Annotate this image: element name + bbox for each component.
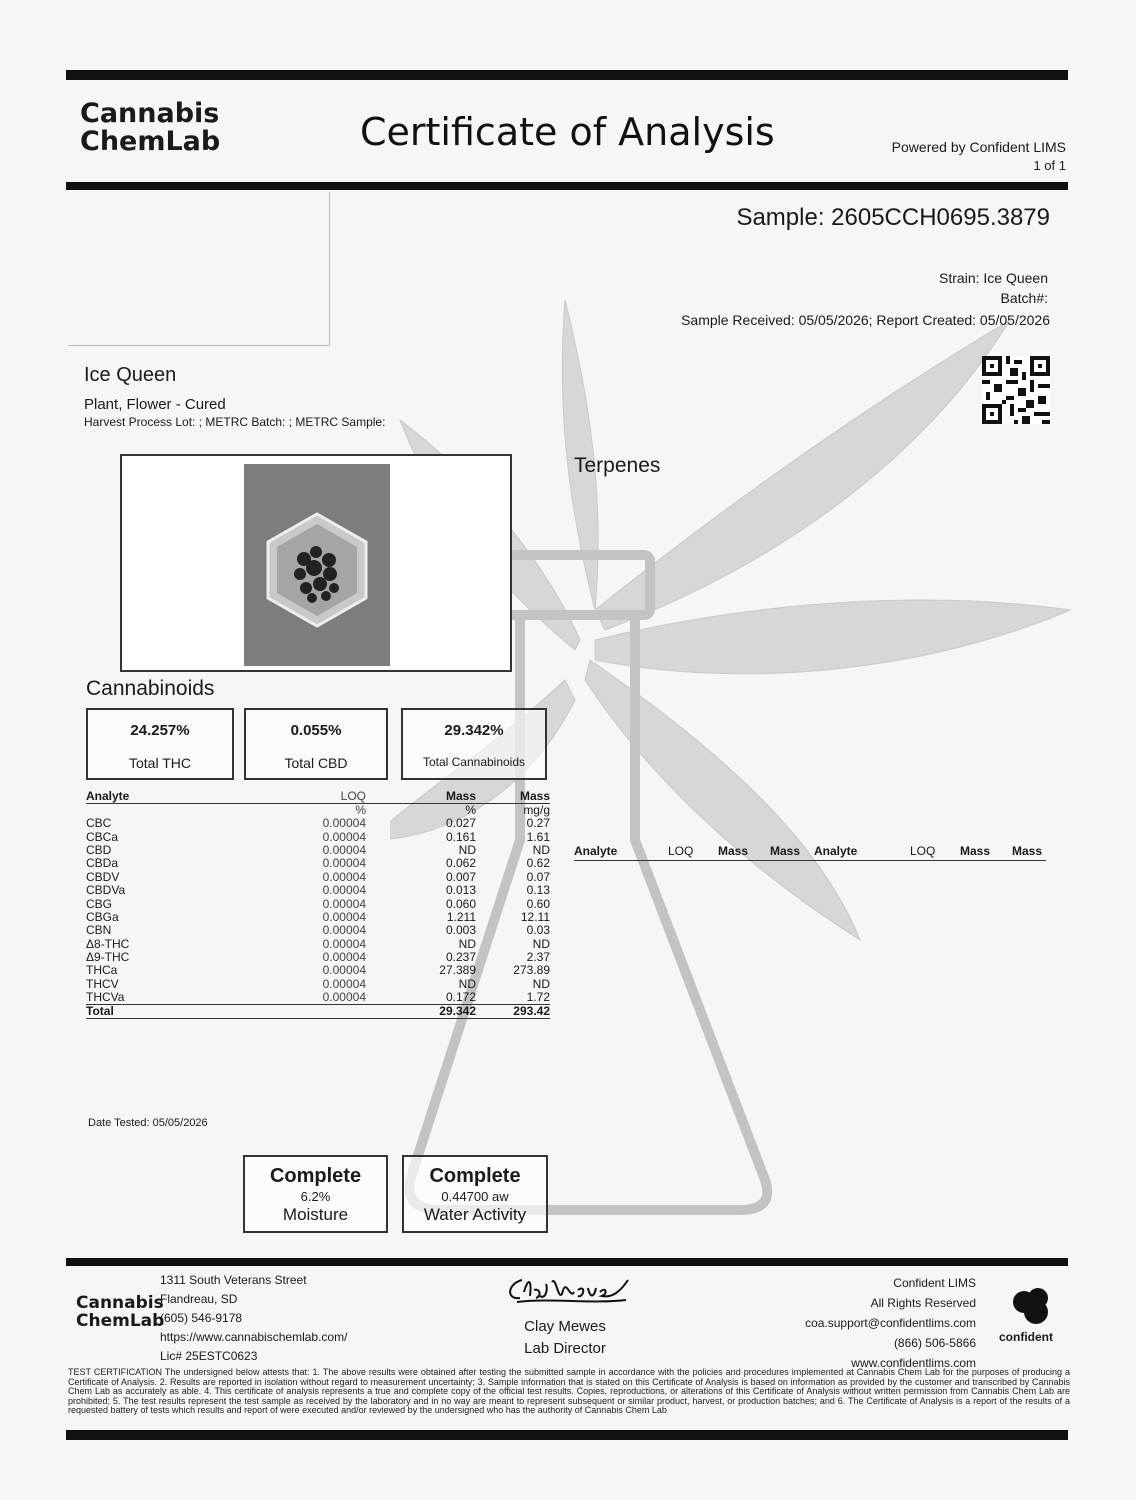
lims-site[interactable]: www.confidentlims.com (851, 1356, 976, 1370)
cann-loq: 0.00004 (322, 829, 366, 844)
lab-phone: (605) 546-9178 (160, 1311, 243, 1325)
table-row (86, 911, 550, 924)
cannabinoids-title: Cannabinoids (86, 677, 215, 700)
footer-logo-line2: ChemLab (76, 1310, 165, 1331)
cann-loq: 0.00004 (322, 950, 366, 965)
cann-analyte: Total (86, 1005, 226, 1019)
lab-website[interactable]: https://www.cannabischemlab.com/ (160, 1330, 348, 1344)
header-blank-box (68, 192, 330, 346)
cann-loq: 0.00004 (322, 963, 366, 978)
cann-col-loq: LOQ (226, 790, 386, 804)
cann-mass-mg: 273.89 (513, 963, 550, 978)
total-cannabinoids-label: Total Cannabinoids (422, 755, 526, 769)
cann-mass-mg: 0.13 (526, 883, 550, 898)
bottom-rule (66, 1430, 1068, 1440)
table-row (86, 991, 550, 1005)
cann-mass-mg: ND (532, 976, 550, 991)
cann-mass-mg: ND (532, 936, 550, 951)
terp-col-analyte2: Analyte (814, 844, 858, 858)
strain: Strain: Ice Queen (939, 270, 1048, 286)
lab-license: Lic# 25ESTC0623 (160, 1349, 258, 1363)
total-cannabinoids-box (401, 708, 547, 780)
cann-mass-mg: 293.42 (476, 1005, 550, 1019)
cann-mass-pct: 0.003 (445, 923, 476, 938)
cann-mass-pct: 0.060 (445, 896, 476, 911)
water-activity-box (402, 1155, 548, 1233)
product-photo (244, 464, 390, 666)
moisture-value: 6.2% (300, 1189, 331, 1204)
moisture-label: Moisture (282, 1205, 349, 1224)
lab-address1: 1311 South Veterans Street (160, 1273, 307, 1287)
table-row (86, 897, 550, 910)
lims-contact (740, 1273, 976, 1373)
cann-col-analyte: Analyte (86, 790, 226, 804)
cann-body (86, 817, 550, 1019)
cannabinoids-table (86, 790, 550, 1019)
header-logo (80, 100, 220, 157)
cann-mass-mg: ND (532, 842, 550, 857)
total-thc-box (86, 708, 234, 780)
cann-mass-mg: 2.37 (526, 950, 550, 965)
cann-mass-pct: 29.342 (386, 1005, 476, 1019)
cann-mass-mg: 1.61 (526, 829, 550, 844)
date-tested: Date Tested: 05/05/2026 (88, 1117, 208, 1129)
product-type: Plant, Flower - Cured (84, 396, 226, 413)
cann-unit-pct: % (465, 803, 476, 817)
table-row (86, 884, 550, 897)
cann-header-row (86, 790, 550, 804)
signer-title: Lab Director (524, 1340, 606, 1357)
table-row (86, 844, 550, 857)
cann-loq: 0.00004 (322, 896, 366, 911)
cann-loq: 0.00004 (322, 909, 366, 924)
cann-loq: 0.00004 (322, 883, 366, 898)
table-row (86, 924, 550, 937)
total-thc-value: 24.257% (130, 722, 190, 739)
terpenes-table-header (574, 844, 1046, 861)
cann-mass-pct: 0.161 (445, 829, 476, 844)
footer-logo-line1: Cannabis (76, 1293, 164, 1313)
cann-mass-pct: 0.062 (445, 856, 476, 871)
cann-analyte: Δ8-THC (86, 936, 130, 951)
confident-logo-text: confident (999, 1330, 1053, 1344)
lims-rights: All Rights Reserved (870, 1296, 976, 1310)
cann-col-mass-mg: Mass (476, 790, 550, 804)
cann-analyte: CBDVa (86, 883, 126, 898)
terp-col-loq2: LOQ (910, 844, 936, 858)
cann-loq: 0.00004 (322, 842, 366, 857)
cann-loq (226, 1005, 386, 1019)
cann-mass-pct: 0.172 (445, 990, 476, 1005)
powered-by: Powered by Confident LIMS (891, 139, 1066, 155)
table-row (86, 978, 550, 991)
signer-name: Clay Mewes (524, 1318, 606, 1335)
moisture-status: Complete (269, 1165, 362, 1187)
cann-analyte: CBN (86, 923, 112, 938)
cann-loq: 0.00004 (322, 869, 366, 884)
cann-mass-pct: 0.237 (445, 950, 476, 965)
lims-name: Confident LIMS (893, 1276, 976, 1290)
lab-address2: Flandreau, SD (160, 1292, 238, 1306)
footer-rule (66, 1258, 1068, 1266)
table-row (86, 871, 550, 884)
terp-col-mass3: Mass (960, 844, 991, 858)
table-row (86, 964, 550, 977)
cann-mass-pct: 1.211 (446, 909, 476, 924)
cann-unit-mg: mg/g (523, 803, 550, 817)
cann-loq: 0.00004 (322, 976, 366, 991)
product-name: Ice Queen (84, 364, 177, 386)
total-cbd-label: Total CBD (284, 755, 348, 771)
cann-mass-mg: 0.60 (526, 896, 550, 911)
table-row (86, 830, 550, 843)
cann-mass-mg: 12.11 (520, 909, 550, 924)
total-cbd-box (244, 708, 388, 780)
cann-units-row (86, 804, 550, 818)
table-row (86, 817, 550, 830)
cann-mass-mg: 0.03 (526, 923, 550, 938)
page-number: 1 of 1 (1033, 158, 1066, 173)
table-row (86, 938, 550, 951)
cann-analyte: THCVa (86, 990, 125, 1005)
sample-dates: Sample Received: 05/05/2026; Report Created: 05/05/2026 (681, 312, 1050, 328)
terp-col-analyte: Analyte (574, 844, 618, 858)
batch: Batch#: (1000, 290, 1048, 306)
cann-loq: 0.00004 (322, 816, 366, 831)
sample-id: Sample: 2605CCH0695.3879 (736, 204, 1050, 231)
terp-col-loq: LOQ (668, 844, 694, 858)
total-cannabinoids-value: 29.342% (444, 722, 504, 739)
cann-total-row (86, 1005, 550, 1019)
footer-logo (76, 1295, 164, 1331)
signature-image (502, 1270, 632, 1310)
cann-analyte: CBG (86, 896, 113, 911)
cann-unit-loq: % (355, 803, 366, 817)
cann-mass-pct: ND (458, 842, 476, 857)
cann-analyte: CBD (86, 842, 112, 857)
cann-mass-mg: 0.27 (526, 816, 550, 831)
cann-mass-pct: 27.389 (439, 963, 476, 978)
cann-loq: 0.00004 (322, 990, 366, 1005)
qr-code[interactable] (982, 356, 1050, 424)
cann-analyte: CBDV (86, 869, 120, 884)
cann-mass-pct: ND (458, 936, 476, 951)
table-row (86, 951, 550, 964)
cann-loq: 0.00004 (322, 923, 366, 938)
header-logo-line2: ChemLab (80, 126, 221, 158)
cann-unit-analyte (86, 804, 226, 818)
product-lots: Harvest Process Lot: ; METRC Batch: ; METRC Sample: (84, 415, 386, 429)
header-logo-line1: Cannabis (80, 98, 220, 129)
terp-col-mass2: Mass (770, 844, 801, 858)
lims-phone: (866) 506-5866 (893, 1336, 976, 1350)
cann-loq: 0.00004 (322, 856, 366, 871)
lab-contact (160, 1271, 347, 1366)
total-thc-label: Total THC (129, 755, 191, 771)
cann-analyte: Δ9-THC (86, 950, 130, 965)
cann-col-mass-pct: Mass (386, 790, 476, 804)
page-title: Certificate of Analysis (360, 110, 775, 154)
cann-mass-pct: ND (458, 976, 476, 991)
product-photo-frame (120, 454, 512, 672)
cann-mass-mg: 1.72 (526, 990, 550, 1005)
cann-loq: 0.00004 (322, 936, 366, 951)
cann-mass-pct: 0.027 (445, 816, 476, 831)
confident-logo-icon (1010, 1286, 1054, 1326)
water-activity-value: 0.44700 aw (441, 1189, 509, 1204)
cann-analyte: CBGa (86, 909, 119, 924)
terp-col-mass: Mass (718, 844, 749, 858)
cann-analyte: CBDa (86, 856, 119, 871)
lims-email[interactable]: coa.support@confidentlims.com (805, 1316, 976, 1330)
cann-mass-mg: 0.62 (526, 856, 550, 871)
cann-analyte: CBCa (86, 829, 119, 844)
cann-mass-mg: 0.07 (526, 869, 550, 884)
total-cbd-value: 0.055% (290, 722, 342, 739)
water-activity-label: Water Activity (423, 1205, 527, 1224)
cann-analyte: THCa (86, 963, 118, 978)
cann-analyte: CBC (86, 816, 112, 831)
header-rule (66, 182, 1068, 190)
moisture-box (243, 1155, 388, 1233)
table-row (86, 857, 550, 870)
water-activity-status: Complete (429, 1165, 521, 1187)
cann-mass-pct: 0.013 (445, 883, 476, 898)
terp-col-mass4: Mass (1012, 844, 1043, 858)
cann-mass-pct: 0.007 (445, 869, 476, 884)
test-certification: TEST CERTIFICATION The undersigned below attests that: 1. The above results were obtained after testing the submitted sample in accordance with the policies and procedures implemented at Cannabis Chem Lab for the purposes of producing a Certificate of Analysis. 2. Results are reported in isolation without regard to measurement uncertainty; 3. Sample information that is stated on this Certificate of Analysis is based on information as provided by the customer and transcribed by Cannabis Chem Lab as accurately as able. 4. This certificate of analysis represents a true and complete copy of the official test results. Copies, reproductions, or alterations of this Certificate of Analysis without written permission from Cannabis Chem Lab are prohibited; 5. The test results represent the test sample as received by the laboratory and in no way are meant to represent subsequent or similar product, harvest, or production batches; and 6. The Certificate of Analysis is a report of the results of a requested battery of tests which results and report of were executed and/or reviewed by the undersigned who has the authority of Cannabis Chem Lab (68, 1367, 1070, 1416)
cann-analyte: THCV (86, 976, 119, 991)
terpenes-title: Terpenes (574, 454, 661, 477)
top-rule (66, 70, 1068, 80)
